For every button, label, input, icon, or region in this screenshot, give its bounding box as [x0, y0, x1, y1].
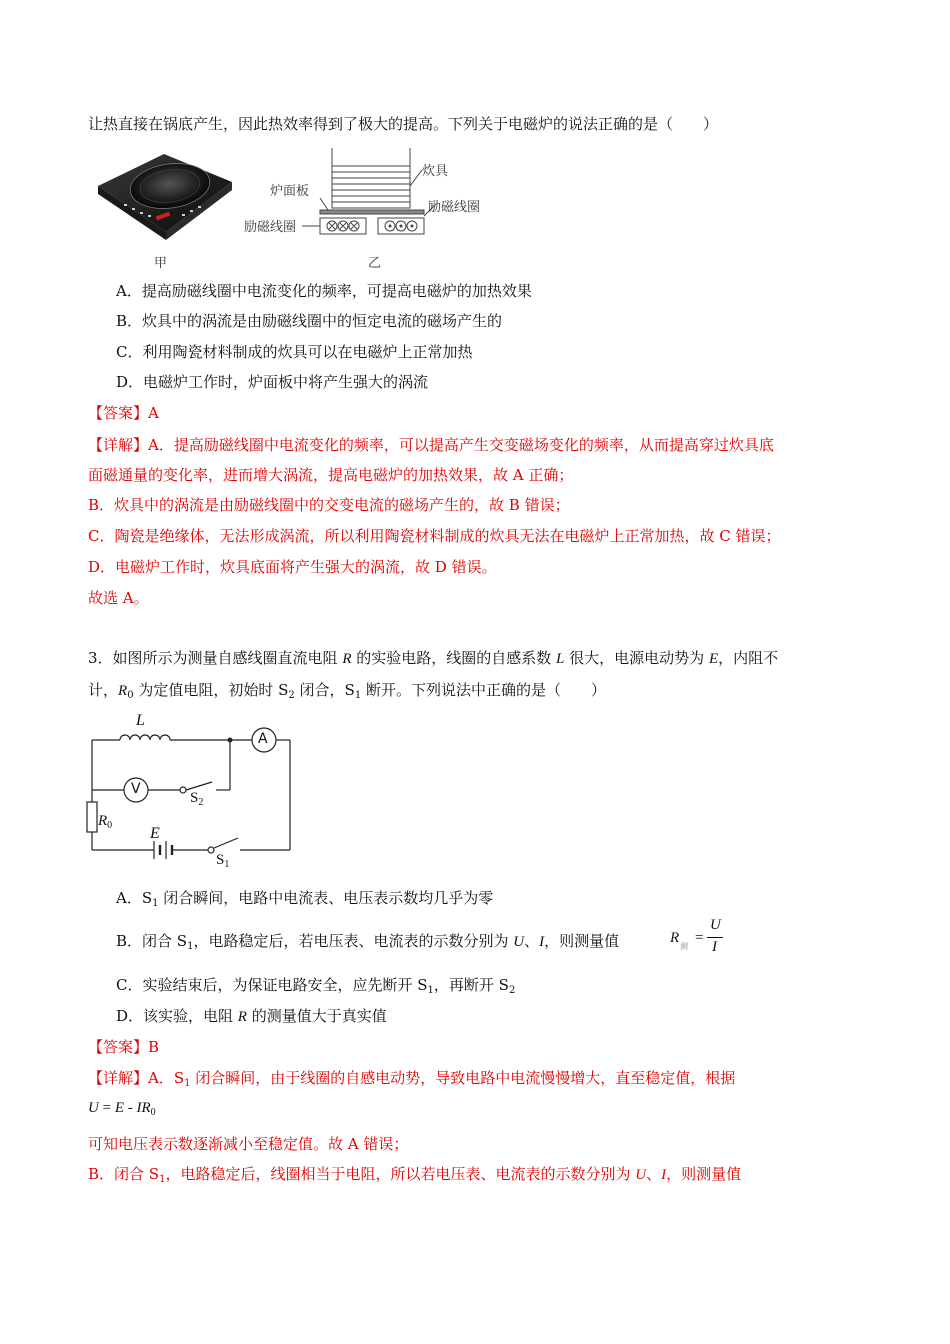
q3-detail-line1: 【详解】A．$S_1$ 闭合瞬间，由于线圈的自感电动势，导致电路中电流慢慢增大，直至稳定值，根据 [88, 1069, 736, 1089]
q2-detail-line: 故选 A。 [88, 589, 149, 607]
q2-detail-line: 面磁通量的变化率，进而增大涡流，提高电磁炉的加热效果，故 A 正确； [88, 466, 574, 484]
switch-s2-label: $S_2$ [190, 790, 204, 808]
q2-option-d: D．电磁炉工作时，炉面板中将产生强大的涡流 [116, 373, 429, 391]
q2-answer: 【答案】A [88, 404, 159, 422]
panel-label: 炉面板 [270, 184, 310, 199]
ammeter-symbol: A [258, 731, 268, 747]
inductor-label: L [136, 712, 145, 729]
q2-option-c: C．利用陶瓷材料制成的炊具可以在电磁炉上正常加热 [116, 343, 473, 361]
q2-detail-line: C．陶瓷是绝缘体，无法形成涡流，所以利用陶瓷材料制成的炊具无法在电磁炉上正常加热，故 C 错误； [88, 527, 781, 545]
induction-cooker-image [86, 148, 236, 246]
q2-option-b: B．炊具中的涡流是由励磁线圈中的恒定电流的磁场产生的 [116, 312, 503, 330]
resistor-r0-label: $R_0$ [98, 813, 113, 831]
q3-answer: 【答案】B [88, 1038, 160, 1056]
q2-option-a: A．提高励磁线圈中电流变化的频率，可提高电磁炉的加热效果 [116, 282, 532, 300]
voltmeter-symbol: V [131, 781, 141, 797]
emf-label: E [150, 825, 160, 842]
coil-right-label: 励磁线圈 [428, 200, 481, 215]
q3-option-d: D．该实验，电阻 R 的测量值大于真实值 [116, 1007, 387, 1025]
figure-yi-label: 乙 [368, 256, 382, 271]
q3-detail-line2: 可知电压表示数逐渐减小至稳定值。故 A 错误； [88, 1135, 409, 1153]
q3-option-a: A．$S_1$ 闭合瞬间，电路中电流表、电压表示数均几乎为零 [116, 889, 494, 909]
voltage-formula: $U = E - IR_0$ [88, 1100, 156, 1118]
q2-detail-line: B．炊具中的涡流是由励磁线圈中的交变电流的磁场产生的，故 B 错误； [88, 496, 570, 514]
cookware-label: 炊具 [422, 164, 449, 179]
switch-s1-label: $S_1$ [216, 852, 230, 870]
q2-stem: 让热直接在锅底产生，因此热效率得到了极大的提高。下列关于电磁炉的说法正确的是（ ） [88, 115, 719, 133]
figure-jia-label: 甲 [154, 256, 168, 271]
q3-stem-line1: 3．如图所示为测量自感线圈直流电阻 R 的实验电路，线圈的自感系数 L 很大，电源电动势为 E，内阻不 [88, 649, 779, 667]
q3-option-c: C．实验结束后，为保证电路安全，应先断开 $S_1$，再断开 $S_2$ [116, 976, 516, 996]
q3-option-b: B．闭合 $S_1$，电路稳定后，若电压表、电流表的示数分别为 U、I，则测量值 [116, 932, 620, 952]
measured-resistance-formula: R 测 = U I [670, 917, 730, 957]
q3-stem-line2: 计，$R_0$ 为定值电阻，初始时 $S_2$ 闭合，$S_1$ 断开。下列说法中正确的是（ ） [88, 681, 606, 701]
q2-detail-line: 【详解】A．提高励磁线圈中电流变化的频率，可以提高产生交变磁场变化的频率，从而提高穿过炊具底 [88, 436, 774, 454]
q3-detail-line3: B．闭合 $S_1$，电路稳定后，线圈相当于电阻，所以若电压表、电流表的示数分别为 U、I，则测量值 [88, 1165, 742, 1185]
coil-left-label: 励磁线圈 [244, 220, 297, 235]
q2-detail-line: D．电磁炉工作时，炊具底面将产生强大的涡流，故 D 错误。 [88, 558, 497, 576]
